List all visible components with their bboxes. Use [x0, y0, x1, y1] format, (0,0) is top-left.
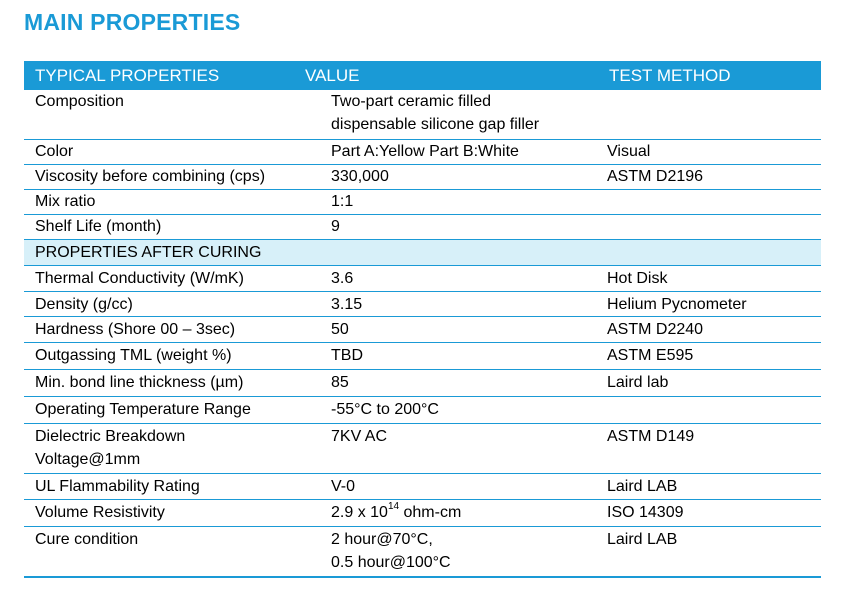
cell-text-line: 9 [331, 218, 340, 235]
cell-text-line: 2 hour@70°C, [331, 531, 433, 548]
cell-text-line: Voltage@1mm [35, 451, 141, 468]
property-value [320, 165, 596, 189]
property-name [24, 425, 320, 473]
cell-text-line: Two-part ceramic filled [331, 93, 492, 110]
property-value [320, 371, 596, 396]
rows-after-curing [24, 266, 821, 577]
value-exponent: 14 [387, 500, 400, 512]
test-method [596, 215, 821, 239]
property-value [320, 140, 596, 164]
property-name: Shelf Life (month) [35, 218, 162, 235]
property-value [320, 318, 596, 342]
property-name [24, 501, 320, 526]
table-row [24, 317, 821, 343]
property-name [24, 293, 320, 316]
property-name: Composition [35, 93, 124, 110]
property-name [24, 475, 320, 499]
test-method: Hot Disk [607, 270, 668, 287]
property-value [320, 190, 596, 214]
table-row [24, 165, 821, 190]
property-name [24, 528, 320, 576]
cell-text-line: V-0 [331, 478, 356, 495]
property-name: Color [35, 143, 74, 160]
table-row [24, 397, 821, 424]
section-properties-after-curing: PROPERTIES AFTER CURING [24, 240, 821, 266]
test-method [596, 190, 821, 214]
test-method: ISO 14309 [607, 504, 684, 521]
test-method: ASTM D149 [607, 428, 695, 445]
header-test-method: TEST METHOD [609, 65, 731, 85]
test-method [596, 398, 821, 423]
cell-text-line: Hardness (Shore 00 – 3sec) [35, 321, 236, 338]
property-name [24, 398, 320, 423]
property-value [320, 398, 596, 423]
property-value [320, 344, 596, 369]
property-value [320, 267, 596, 291]
value-unit: ohm-cm [399, 504, 462, 521]
page-title: MAIN PROPERTIES [24, 9, 241, 35]
table-row [24, 215, 821, 240]
cell-text-line: 0.5 hour@100°C [331, 554, 451, 571]
table-row [24, 500, 821, 527]
test-method: Visual [607, 143, 651, 160]
cell-text-line: 330,000 [331, 168, 389, 185]
test-method: Helium Pycnometer [607, 296, 747, 313]
test-method [596, 90, 821, 139]
cell-text-line: dispensable silicone gap filler [331, 116, 540, 133]
property-value [320, 475, 596, 499]
table-row [24, 140, 821, 165]
property-name [24, 318, 320, 342]
test-method: Laird LAB [607, 531, 678, 548]
cell-text-line: 50 [331, 321, 349, 338]
cell-text-line: -55°C to 200°C [331, 401, 439, 418]
cell-text-line: 7KV AC [331, 428, 388, 445]
test-method: ASTM D2196 [607, 168, 704, 185]
table-header [24, 61, 821, 90]
cell-text-line: TBD [331, 347, 363, 364]
cell-text-line: Volume Resistivity [35, 504, 165, 521]
property-value [320, 215, 596, 239]
cell-text-line: Density (g/cc) [35, 296, 133, 313]
table-row [24, 370, 821, 397]
cell-text-line: Part A:Yellow Part B:White [331, 143, 519, 160]
cell-text-line: Cure condition [35, 531, 139, 548]
rows-before-curing [24, 90, 821, 240]
table-row [24, 266, 821, 292]
cell-text-line: UL Flammability Rating [35, 478, 200, 495]
table-row [24, 190, 821, 215]
property-value [320, 293, 596, 316]
property-value [320, 425, 596, 473]
cell-text-line: Outgassing TML (weight %) [35, 347, 232, 364]
test-method: Laird LAB [607, 478, 678, 495]
test-method: ASTM E595 [607, 347, 694, 364]
table-row [24, 90, 821, 140]
property-value [320, 528, 596, 576]
table-row [24, 424, 821, 474]
table-row [24, 343, 821, 370]
cell-text-line: Thermal Conductivity (W/mK) [35, 270, 244, 287]
table-row [24, 474, 821, 500]
cell-text-line: 3.15 [331, 296, 363, 313]
cell-text-line: 1:1 [331, 193, 354, 210]
property-name [24, 371, 320, 396]
property-value [320, 90, 596, 139]
table-row [24, 292, 821, 317]
cell-text-line: Operating Temperature Range [35, 401, 251, 418]
value-base: 2.9 x 10 [331, 504, 388, 521]
test-method: Laird lab [607, 374, 669, 391]
property-value [320, 501, 596, 526]
test-method: ASTM D2240 [607, 321, 704, 338]
cell-text-line: Min. bond line thickness (µm) [35, 374, 244, 391]
property-name [24, 267, 320, 291]
table-row [24, 527, 821, 577]
cell-text-line: 3.6 [331, 270, 354, 287]
property-name: Viscosity before combining (cps) [35, 168, 266, 185]
cell-text-line: 85 [331, 374, 349, 391]
properties-table [24, 61, 821, 578]
property-name [24, 344, 320, 369]
cell-text-line: Dielectric Breakdown [35, 428, 186, 445]
header-value: VALUE [305, 65, 360, 85]
header-typical-properties: TYPICAL PROPERTIES [35, 65, 220, 85]
property-name: Mix ratio [35, 193, 96, 210]
